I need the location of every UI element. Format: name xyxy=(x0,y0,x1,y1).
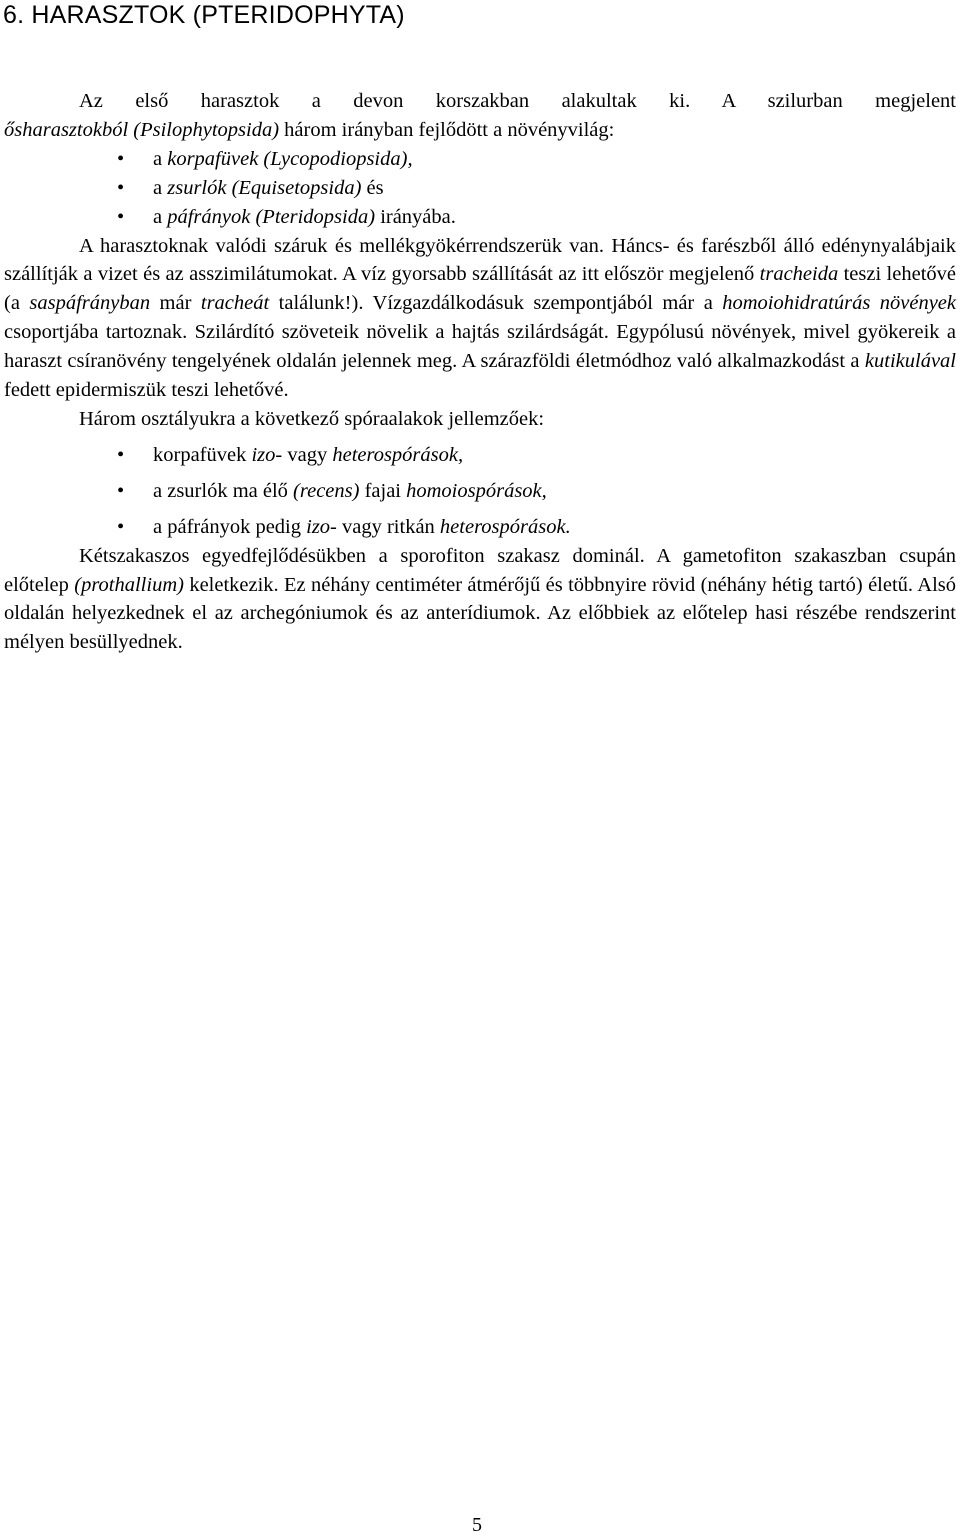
intro-line: Az első harasztok a devon korszakban alakultak ki. A szilurban megjelent xyxy=(79,90,956,112)
list-item: • a korpafüvek (Lycopodiopsida), xyxy=(4,145,956,174)
list-item: • a páfrányok pedig izo- vagy ritkán heterospórások. xyxy=(4,513,956,542)
list-item: • a zsurlók ma élő (recens) fajai homoiospórások, xyxy=(4,477,956,506)
list-item: • korpafüvek izo- vagy heterospórások, xyxy=(4,441,956,470)
spore-types-list xyxy=(4,441,956,542)
spore-intro: Három osztályukra a következő spóraalakok jellemzőek: xyxy=(79,407,545,430)
bullet-icon: • xyxy=(117,479,125,502)
page-number: 5 xyxy=(472,1514,482,1536)
intro-line-2: ősharasztokból (Psilophytopsida) három irányban fejlődött a növényvilág: xyxy=(4,118,615,141)
list-item: • a zsurlók (Equisetopsida) és xyxy=(4,174,956,203)
body-text xyxy=(4,87,956,657)
evolution-directions-list xyxy=(4,145,956,232)
bullet-icon: • xyxy=(117,443,125,466)
list-item: • a páfrányok (Pteridopsida) irányába. xyxy=(4,203,956,232)
bullet-icon: • xyxy=(117,205,125,228)
chapter-heading: 6. HARASZTOK (PTERIDOPHYTA) xyxy=(3,1,405,29)
life-cycle-paragraph: Kétszakaszos egyedfejlődésükben a sporofiton szakasz dominál. A gametofiton szakaszban csupán előtelep (prothallium) keletkezik. Ez néhány centiméter átmérőjű és többnyire rövid (néhány hétig tartó) életű. Alsó oldalán helyezkednek el az archegóniumok és az anterídiumok. Az előbbiek az előtelep hasi részébe rendszerint mélyen besüllyednek. xyxy=(4,544,956,654)
anatomy-paragraph: A harasztoknak valódi száruk és mellékgyökérrendszerük van. Háncs- és farészből álló edénynyalábjaik szállítják a vizet és az asszimilátumokat. A víz gyorsabb szállítását az itt először megjelenő tracheida teszi lehetővé (a saspáfrányban már tracheát találunk!). Vízgazdálkodásuk szempontjából már a homoiohidratúrás növények csoportjába tartoznak. Szilárdító szöveteik növelik a hajtás szilárdságát. Egypólusú növények, mivel gyökereik a haraszt csíranövény tengelyének oldalán jelennek meg. A szárazföldi életmódhoz való alkalmazkodást a kutikulával fedett epidermiszük teszi lehetővé. xyxy=(4,234,956,402)
bullet-icon: • xyxy=(117,147,125,170)
bullet-icon: • xyxy=(117,515,125,538)
bullet-icon: • xyxy=(117,176,125,199)
